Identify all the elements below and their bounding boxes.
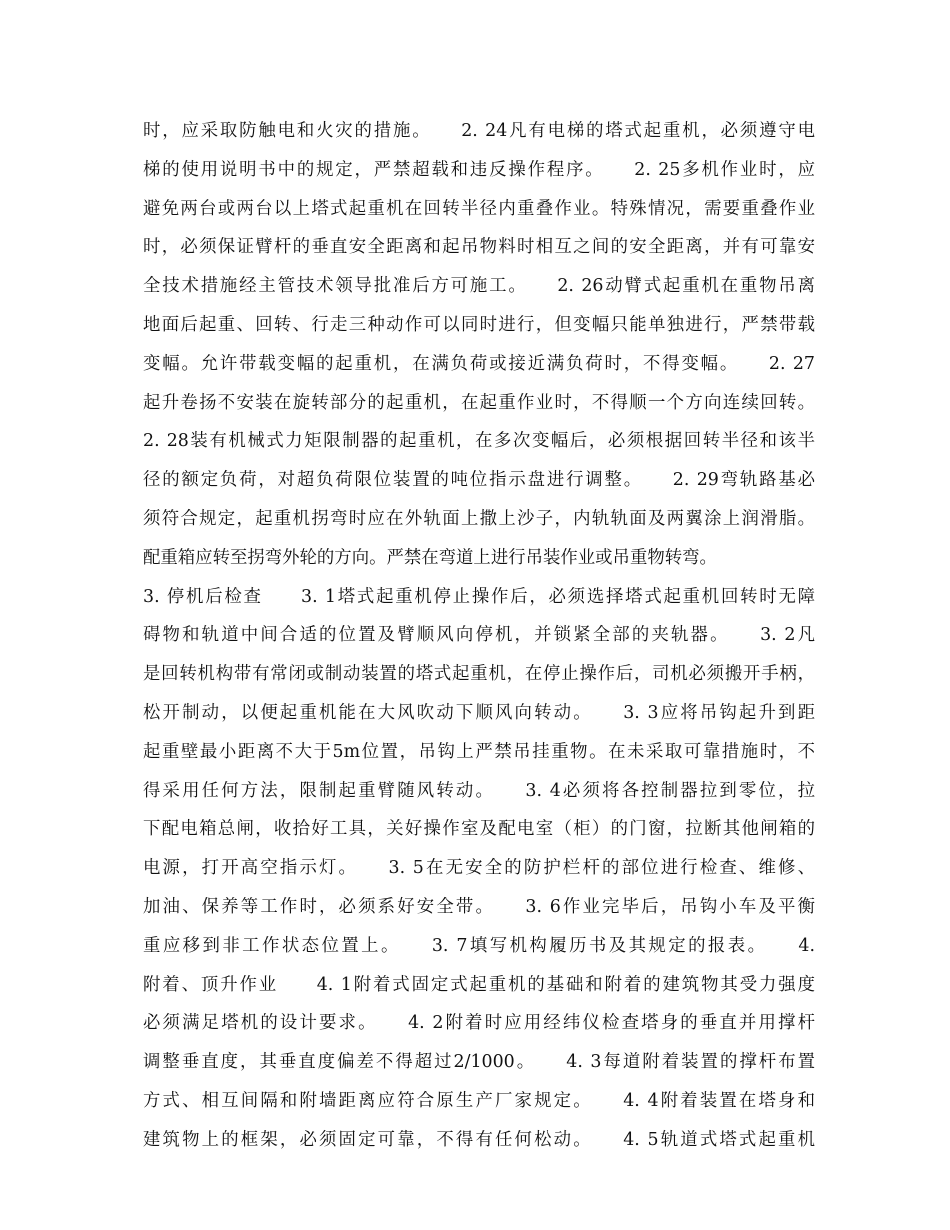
text-line: 得采用任何方法，限制起重臂随风转动。 3. 4必须将各控制器拉到零位，拉 xyxy=(143,780,815,801)
text-line: 方式、相互间隔和附墙距离应符合原生产厂家规定。 4. 4附着装置在塔身和 xyxy=(143,1090,815,1111)
text-line: 2. 28装有机械式力矩限制器的起重机，在多次变幅后，必须根据回转半径和该半 xyxy=(143,431,815,452)
text-line: 附着、顶升作业 4. 1附着式固定式起重机的基础和附着的建筑物其受力强度 xyxy=(143,974,815,995)
text-line: 变幅。允许带载变幅的起重机，在满负荷或接近满负荷时，不得变幅。 2. 27 xyxy=(143,353,815,374)
body-text xyxy=(143,112,815,1160)
text-line: 调整垂直度，其垂直度偏差不得超过2/1000。 4. 3每道附着装置的撑杆布置 xyxy=(143,1052,815,1073)
text-line: 时，必须保证臂杆的垂直安全距离和起吊物料时相互之间的安全距离，并有可靠安 xyxy=(143,237,815,258)
text-line: 径的额定负荷，对超负荷限位装置的吨位指示盘进行调整。 2. 29弯轨路基必 xyxy=(143,470,815,491)
text-line: 起升卷扬不安装在旋转部分的起重机，在起重作业时，不得顺一个方向连续回转。 xyxy=(143,392,815,413)
text-line: 碍物和轨道中间合适的位置及臂顺风向停机，并锁紧全部的夹轨器。 3. 2凡 xyxy=(143,625,815,646)
text-line: 是回转机构带有常闭或制动装置的塔式起重机，在停止操作后，司机必须搬开手柄， xyxy=(143,664,815,685)
text-line: 起重壁最小距离不大于5m位置，吊钩上严禁吊挂重物。在未采取可靠措施时，不 xyxy=(143,741,815,762)
text-line: 3. 停机后检查 3. 1塔式起重机停止操作后，必须选择塔式起重机回转时无障 xyxy=(143,586,815,607)
text-line: 梯的使用说明书中的规定，严禁超载和违反操作程序。 2. 25多机作业时，应 xyxy=(143,159,815,180)
text-line: 避免两台或两台以上塔式起重机在回转半径内重叠作业。特殊情况，需要重叠作业 xyxy=(143,198,815,219)
text-line: 地面后起重、回转、行走三种动作可以同时进行，但变幅只能单独进行，严禁带载 xyxy=(143,314,815,335)
text-line: 建筑物上的框架，必须固定可靠，不得有任何松动。 4. 5轨道式塔式起重机 xyxy=(143,1129,815,1150)
text-line: 重应移到非工作状态位置上。 3. 7填写机构履历书及其规定的报表。 4. xyxy=(143,935,815,956)
text-line: 加油、保养等工作时，必须系好安全带。 3. 6作业完毕后，吊钩小车及平衡 xyxy=(143,896,815,917)
text-line: 须符合规定，起重机拐弯时应在外轨面上撒上沙子，内轨轨面及两翼涂上润滑脂。 xyxy=(143,508,815,529)
text-line: 电源，打开高空指示灯。 3. 5在无安全的防护栏杆的部位进行检查、维修、 xyxy=(143,858,815,879)
text-line: 松开制动，以便起重机能在大风吹动下顺风向转动。 3. 3应将吊钩起升到距 xyxy=(143,702,815,723)
text-line: 下配电箱总闸，收拾好工具，关好操作室及配电室（柜）的门窗，拉断其他闸箱的 xyxy=(143,819,815,840)
text-line: 全技术措施经主管技术领导批准后方可施工。 2. 26动臂式起重机在重物吊离 xyxy=(143,276,815,297)
text-line: 时，应采取防触电和火灾的措施。 2. 24凡有电梯的塔式起重机，必须遵守电 xyxy=(143,121,815,141)
text-line: 配重箱应转至拐弯外轮的方向。严禁在弯道上进行吊装作业或吊重物转弯。 xyxy=(143,547,717,568)
text-line: 必须满足塔机的设计要求。 4. 2附着时应用经纬仪检查塔身的垂直并用撑杆 xyxy=(143,1013,815,1034)
